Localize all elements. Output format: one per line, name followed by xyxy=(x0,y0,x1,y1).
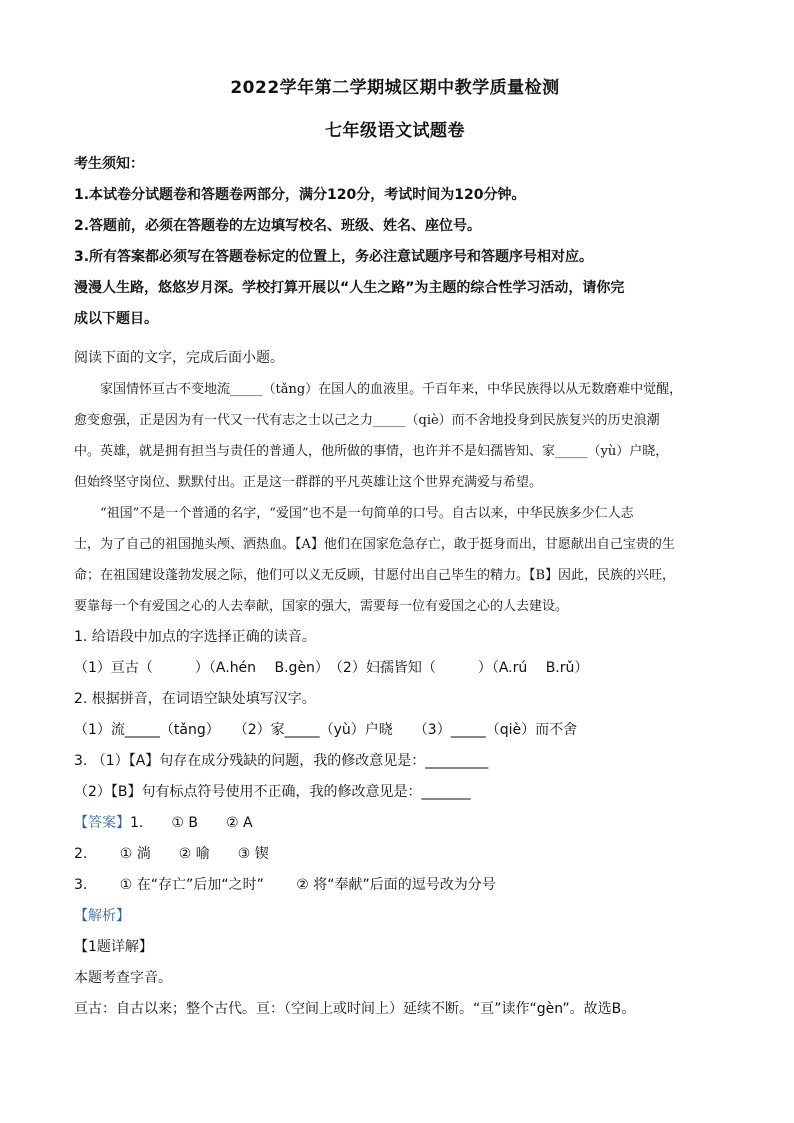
question-line: （1）亘古（ ）（A.hén B.gèn） （2）妇孺皆知（ ）（A.rú B.rǔ） xyxy=(74,660,589,676)
reading-instruction: 阅读下面的文字，完成后面小题。 xyxy=(74,350,284,366)
passage xyxy=(74,374,716,622)
answer-label: 【答案】 xyxy=(74,815,130,831)
answer-line: 2. ① 淌 ② 喻 ③ 锲 xyxy=(74,846,269,862)
page-subtitle: 七年级语文试题卷 xyxy=(325,121,465,141)
answer-section xyxy=(74,808,716,901)
notice-item: 2.答题前，必须在答题卷的左边填写校名、班级、姓名、座位号。 xyxy=(74,218,482,234)
question-line: 2. 根据拼音，在词语空缺处填写汉字。 xyxy=(74,691,316,707)
page-title: 2022学年第二学期城区期中教学质量检测 xyxy=(230,78,560,98)
intro-line: 成以下题目。 xyxy=(74,311,158,327)
passage-line: 但始终坚守岗位、默默付出。正是这一群群的平凡英雄让这个世界充满爱与希望。 xyxy=(74,475,543,490)
question-line: 3. （1）【A】句存在成分残缺的问题，我的修改意见是：_________ xyxy=(74,753,489,769)
analysis-section xyxy=(74,901,716,1025)
answer-choices: ① B ② A xyxy=(143,815,253,831)
analysis-subheading: 【1题详解】 xyxy=(74,939,153,955)
questions xyxy=(74,622,716,808)
notice-section xyxy=(74,149,716,335)
passage-line: 中。英雄，就是拥有担当与责任的普通人，他所做的事情，也许并不是妇孺皆知、家_____（yù）户晓， xyxy=(74,444,669,459)
notice-item: 1.本试卷分试题卷和答题卷两部分，满分120分，考试时间为120分钟。 xyxy=(74,187,526,203)
passage-line: 士，为了自己的祖国抛头颅、洒热血。【A】他们在国家危急存亡，敢于挺身而出，甘愿献出自己宝贵的生 xyxy=(74,537,675,552)
intro-line: 漫漫人生路，悠悠岁月深。学校打算开展以“人生之路”为主题的综合性学习活动，请你完 xyxy=(74,280,625,296)
notice-heading: 考生须知： xyxy=(74,156,144,172)
analysis-label: 【解析】 xyxy=(74,908,130,924)
analysis-line: 本题考查字音。 xyxy=(74,970,172,986)
passage-line: 要靠每一个有爱国之心的人去奉献，国家的强大，需要每一位有爱国之心的人去建设。 xyxy=(74,599,569,614)
passage-line: 命；在祖国建设蓬勃发展之际，他们可以义无反顾，甘愿付出自己毕生的精力。【B】因此，民族的兴旺， xyxy=(74,568,676,583)
question-line: （2）【B】句有标点符号使用不正确，我的修改意见是：_______ xyxy=(74,784,471,800)
passage-line: 家国情怀亘古不变地流_____（tǎng）在国人的血液里。千百年来，中华民族得以从无数磨难中觉醒， xyxy=(100,382,683,397)
passage-line: “祖国”不是一个普通的名字，“爱国”也不是一句简单的口号。自古以来，中华民族多少仁人志 xyxy=(100,506,634,521)
answer-line: 3. ① 在“存亡”后加“之时” ② 将“奉献”后面的逗号改为分号 xyxy=(74,877,496,893)
notice-item: 3.所有答案都必须写在答题卷标定的位置上，务必注意试题序号和答题序号相对应。 xyxy=(74,249,594,265)
answer-number: 1. xyxy=(130,815,144,831)
analysis-line: 亘古：自古以来；整个古代。亘：（空间上或时间上）延续不断。“亘”读作“gèn”。故选B。 xyxy=(74,1001,636,1017)
question-line: （1）流_____（tǎng） （2）家_____（yù）户晓 （3）_____（qiè）而不舍 xyxy=(74,722,578,738)
answer-line xyxy=(74,808,716,839)
question-line: 1. 给语段中加点的字选择正确的读音。 xyxy=(74,629,316,645)
passage-line: 愈变愈强，正是因为有一代又一代有志之士以己之力_____（qiè）而不舍地投身到民族复兴的历史浪潮 xyxy=(74,413,660,428)
